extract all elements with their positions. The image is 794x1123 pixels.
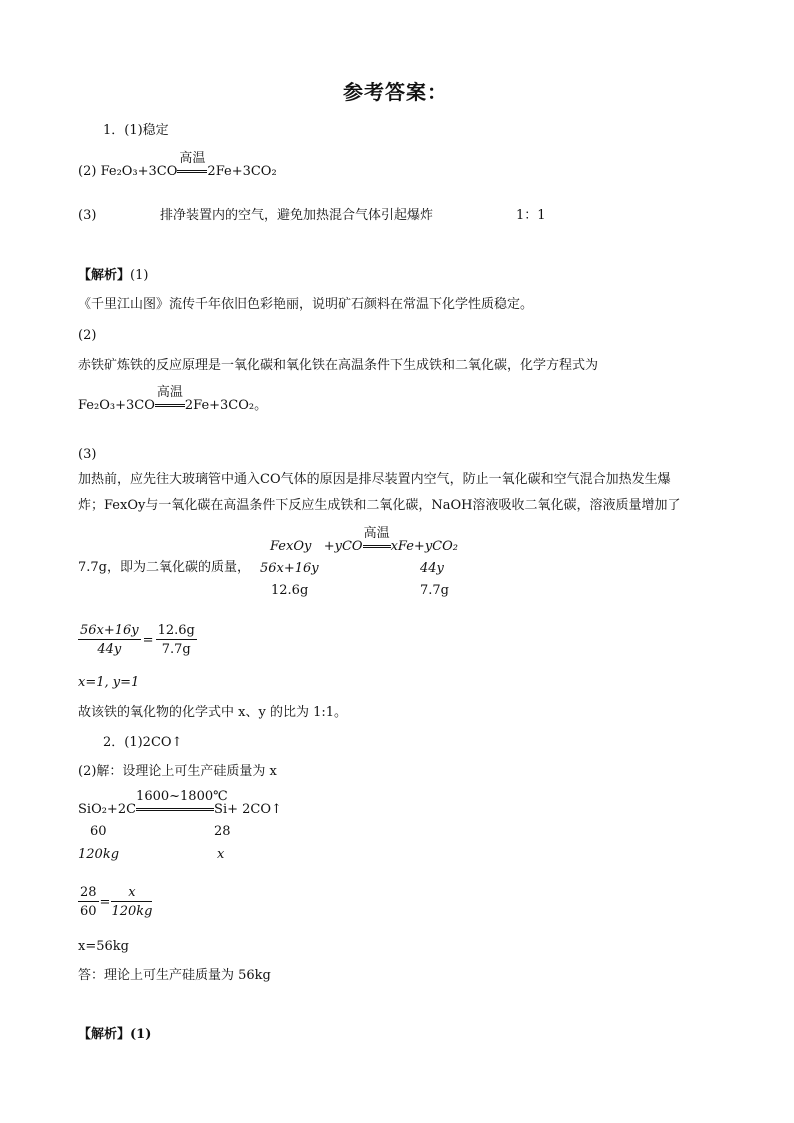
numerator: 12.6g xyxy=(157,623,195,638)
equation-left: Fe₂O₃+3CO xyxy=(100,164,178,179)
stoich-equation xyxy=(270,526,458,554)
analysis-line: 赤铁矿炼铁的反应原理是一氧化碳和氧化铁在高温条件下生成铁和二氧化碳，化学方程式为 xyxy=(78,358,599,373)
fraction xyxy=(156,624,197,656)
fraction xyxy=(111,886,152,918)
conclusion: 故该铁的氧化物的化学式中 x、y 的比为 1:1。 xyxy=(78,705,347,720)
reaction-condition xyxy=(177,151,207,178)
equation-left: SiO₂+2C xyxy=(78,802,137,817)
molar-mass-si: 28 xyxy=(214,824,231,839)
equation-left: Fe₂O₃+3CO xyxy=(78,398,155,413)
xy-result: x=1, y=1 xyxy=(78,675,140,690)
equation-right: 2Fe+3CO₂ xyxy=(184,398,255,413)
fraction xyxy=(78,886,99,918)
condition-text: 高温 xyxy=(179,151,206,166)
q2-part1: 2．(1)2CO↑ xyxy=(103,735,183,750)
condition-text: 1600~1800℃ xyxy=(136,789,228,804)
mass-sio2: 120kg xyxy=(78,847,120,862)
analysis-label: 【解析】 xyxy=(78,268,131,283)
analysis-part2: (2) xyxy=(78,328,97,343)
proportion-equation xyxy=(78,886,152,918)
equals-sign: = xyxy=(142,632,154,648)
condition-text: 高温 xyxy=(156,385,183,400)
oxide-formula: FexOy xyxy=(270,539,312,554)
x-result: x=56kg xyxy=(78,939,129,954)
answer: 答：理论上可生产硅质量为 56kg xyxy=(78,968,271,983)
denominator: 7.7g xyxy=(161,642,191,657)
period: 。 xyxy=(254,398,268,413)
q1-part2-equation xyxy=(78,151,277,179)
reaction-condition xyxy=(363,526,391,553)
numerator: 28 xyxy=(80,885,97,900)
q1-part3-label: (3) xyxy=(78,208,97,223)
denominator: 120kg xyxy=(111,904,153,919)
condition-text: 高温 xyxy=(363,526,390,541)
equals-sign: = xyxy=(99,894,111,910)
analysis-line: 7.7g，即为二氧化碳的质量， xyxy=(78,560,250,575)
analysis-part3: (3) xyxy=(78,447,97,462)
numerator: 56x+16y xyxy=(80,623,139,638)
q2-analysis-heading: 【解析】(1) xyxy=(78,1027,152,1042)
reaction-condition xyxy=(136,789,228,816)
products: xFe+yCO₂ xyxy=(390,539,458,554)
mass-co2: 7.7g xyxy=(420,583,449,598)
proportion-equation xyxy=(78,624,197,656)
equation-right: 2Fe+3CO₂ xyxy=(207,164,277,179)
molar-mass-oxide: 56x+16y xyxy=(260,561,319,576)
mass-si: x xyxy=(217,847,225,862)
analysis-equation xyxy=(78,385,268,413)
denominator: 60 xyxy=(80,904,97,919)
mass-oxide: 12.6g xyxy=(271,583,309,598)
reaction-condition xyxy=(155,385,185,412)
equation-right: Si+ 2CO↑ xyxy=(214,802,282,817)
analysis-line: 加热前，应先往大玻璃管中通入CO气体的原因是排尽装置内空气，防止一氧化碳和空气混合加热发生爆 xyxy=(78,472,671,487)
q1-part3-answer: 排净装置内的空气，避免加热混合气体引起爆炸 xyxy=(160,208,434,223)
molar-mass-sio2: 60 xyxy=(90,824,107,839)
q2-part2: (2)解：设理论上可生产硅质量为 x xyxy=(78,764,277,779)
q1-part2-label: (2) xyxy=(78,164,97,179)
denominator: 44y xyxy=(97,642,122,657)
reactant-co: +yCO xyxy=(323,539,363,554)
q1-part3-ratio: 1：1 xyxy=(516,208,546,223)
q1-part1: 1．(1)稳定 xyxy=(103,123,169,138)
molar-mass-co2: 44y xyxy=(420,561,444,576)
q1-analysis-heading xyxy=(78,269,148,282)
page-title: 参考答案： xyxy=(343,80,448,104)
numerator: x xyxy=(111,886,152,902)
analysis-line: 《千里江山图》流传千年依旧色彩艳丽，说明矿石颜料在常温下化学性质稳定。 xyxy=(78,297,534,312)
fraction xyxy=(78,624,141,656)
analysis-line: 炸；FexOy与一氧化碳在高温条件下反应生成铁和二氧化碳，NaOH溶液吸收二氧化碳，溶液质量增加了 xyxy=(78,498,681,513)
q2-equation xyxy=(78,789,282,817)
analysis-part1: (1) xyxy=(130,268,149,283)
